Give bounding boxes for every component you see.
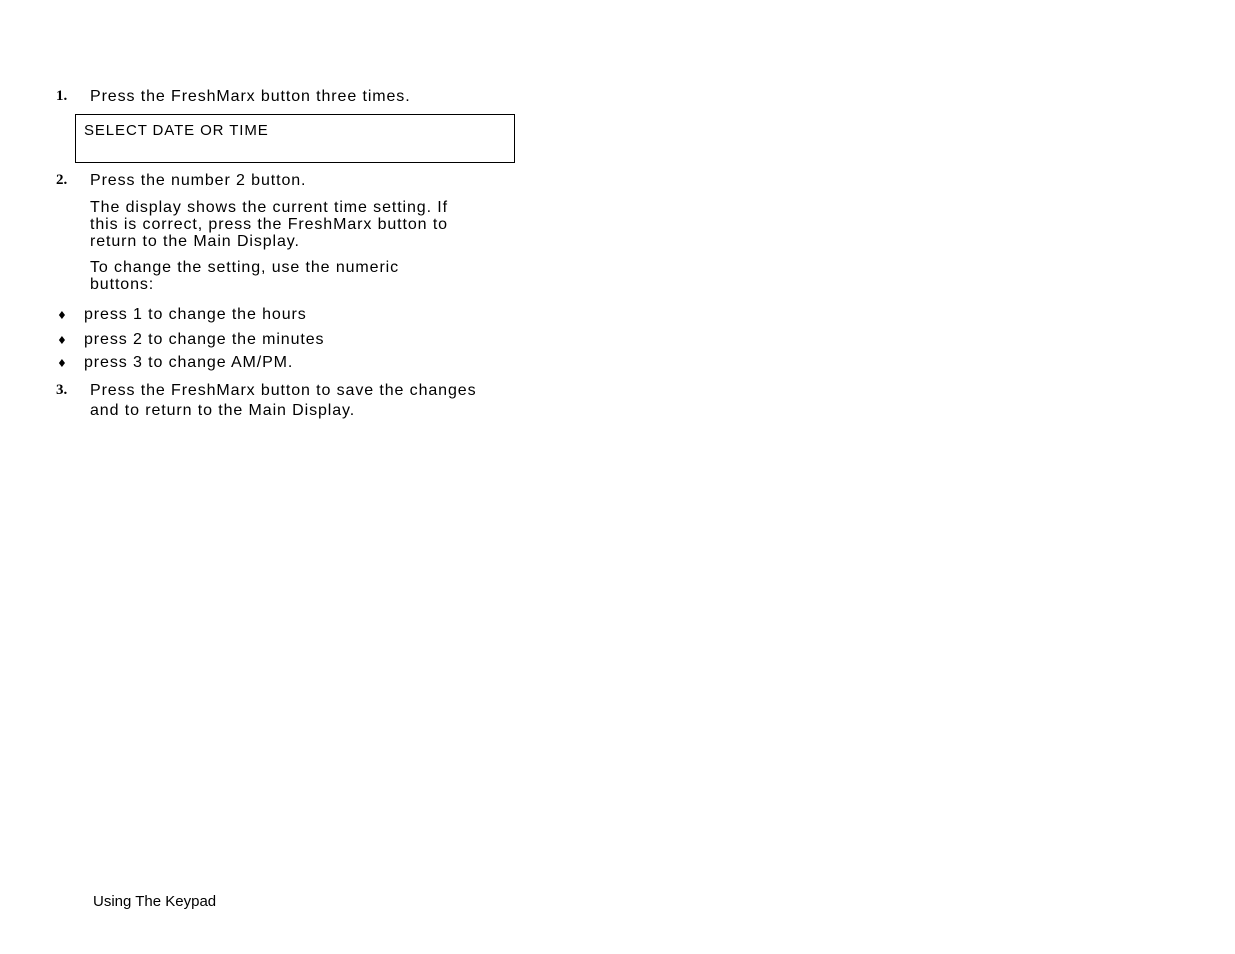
paragraph-line: The display shows the current time setting. If bbox=[90, 199, 448, 216]
step-number-3: 3. bbox=[56, 382, 68, 398]
diamond-bullet-icon: ♦ bbox=[57, 334, 67, 347]
step2-paragraph-2 bbox=[90, 259, 399, 293]
page-footer: Using The Keypad bbox=[93, 893, 217, 910]
bullet-item-3: press 3 to change AM/PM. bbox=[84, 354, 294, 371]
diamond-bullet-icon: ♦ bbox=[57, 309, 67, 322]
paragraph-line: buttons: bbox=[90, 276, 155, 293]
step-text-3-line-2: and to return to the Main Display. bbox=[90, 402, 356, 419]
step2-paragraph-1 bbox=[90, 199, 448, 250]
paragraph-line: return to the Main Display. bbox=[90, 233, 300, 250]
step-text-3-line-1: Press the FreshMarx button to save the changes bbox=[90, 382, 477, 399]
step-number-1: 1. bbox=[56, 88, 68, 104]
diamond-bullet-icon: ♦ bbox=[57, 357, 67, 370]
paragraph-line: To change the setting, use the numeric bbox=[90, 259, 400, 276]
lcd-display-text: SELECT DATE OR TIME bbox=[84, 122, 269, 139]
step-number-2: 2. bbox=[56, 172, 68, 188]
bullet-item-2: press 2 to change the minutes bbox=[84, 331, 325, 348]
bullet-item-1: press 1 to change the hours bbox=[84, 306, 307, 323]
step-text-1: Press the FreshMarx button three times. bbox=[90, 88, 411, 105]
step-text-2: Press the number 2 button. bbox=[90, 172, 307, 189]
paragraph-line: this is correct, press the FreshMarx button to bbox=[90, 216, 448, 233]
lcd-display-box bbox=[75, 114, 515, 163]
